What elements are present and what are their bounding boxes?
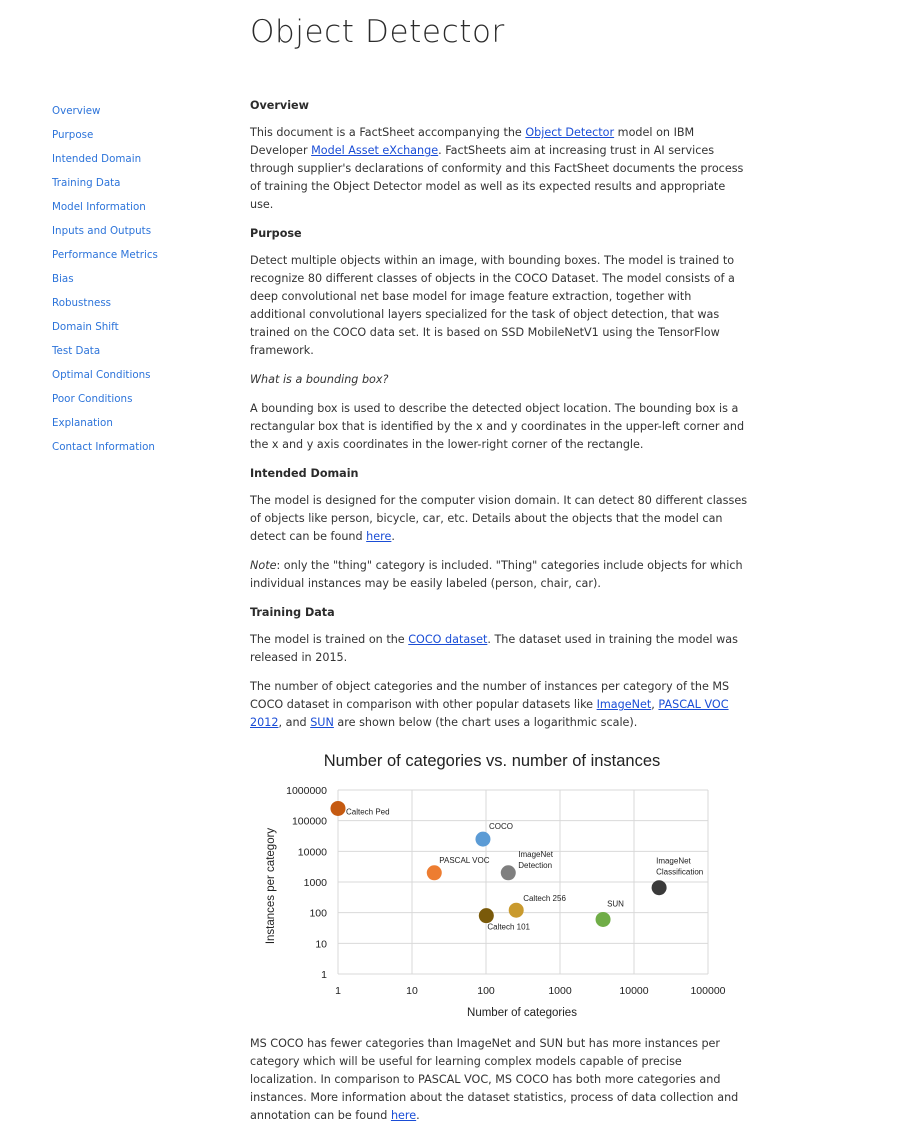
purpose-paragraph: Detect multiple objects within an image, with bounding boxes. The model is trained to recognize 80 different classes of objects in the COCO Dataset. The model consists of a deep convolutional net base model for image feature extraction, together with additional convolutional layers specialized for the task of object detection, that was trained on the COCO data set. It is based on SSD MobileNetV1 using the TensorFlow framework. (250, 254, 735, 357)
data-point-caltech-ped (331, 801, 346, 816)
coco-dataset-link[interactable]: COCO dataset (408, 633, 488, 646)
training-data-paragraph: The model is trained on the COCO dataset. The dataset used in training the model was released in 2015. (250, 633, 738, 664)
nav-link-performance-metrics[interactable]: Performance Metrics (52, 249, 158, 261)
data-point-pascal-voc (427, 865, 442, 880)
data-label-coco: COCO (488, 822, 513, 832)
dataset-statistics-link[interactable]: here (390, 1109, 417, 1122)
x-tick-label: 100 (477, 985, 495, 997)
x-tick-label: 1 (335, 985, 341, 997)
sun-link[interactable]: SUN (310, 716, 334, 729)
imagenet-link[interactable]: ImageNet (596, 698, 652, 711)
nav-link-training-data[interactable]: Training Data (52, 177, 121, 189)
nav-link-optimal-conditions[interactable]: Optimal Conditions (52, 369, 151, 381)
section-heading-intended-domain: Intended Domain (250, 467, 359, 480)
data-label-caltech-101: Caltech 101 (487, 922, 531, 932)
nav-link-test-data[interactable]: Test Data (52, 345, 101, 357)
chart-title: Number of categories vs. number of instances (323, 752, 661, 770)
section-heading-training-data: Training Data (250, 606, 335, 619)
nav-link-purpose[interactable]: Purpose (52, 129, 94, 141)
table-of-contents (52, 101, 158, 461)
page-title: Object Detector (250, 14, 505, 50)
object-classes-link[interactable]: here (366, 530, 392, 543)
nav-link-bias[interactable]: Bias (52, 273, 74, 285)
coco-summary-paragraph: MS COCO has fewer categories than ImageNet and SUN but has more instances per category which will be useful for learning complex models capable of precise localization. In comparison to PASCAL VOC, MS COCO has both more categories and instances. More information about the dataset statistics, process of data collection and annotation can be found here. (250, 1037, 739, 1122)
bounding-box-question: What is a bounding box? (250, 373, 389, 386)
nav-link-model-information[interactable]: Model Information (52, 201, 146, 213)
nav-link-inputs-outputs[interactable]: Inputs and Outputs (52, 225, 152, 237)
x-axis-label: Number of categories (467, 1007, 577, 1019)
categories-vs-instances-chart (250, 749, 748, 1021)
data-point-imagenet-classification (652, 880, 667, 895)
y-tick-label: 1000000 (286, 785, 327, 797)
data-point-coco (475, 832, 490, 847)
chart-container (250, 749, 748, 1021)
x-tick-label: 10000 (619, 985, 649, 997)
y-tick-label: 10000 (297, 846, 327, 859)
data-label-caltech-256: Caltech 256 (523, 894, 566, 904)
intended-domain-paragraph: The model is designed for the computer vision domain. It can detect 80 different classes of objects like person, bicycle, car, etc. Details about the objects that the model can detect can be found here. (250, 494, 748, 543)
y-tick-label: 100000 (291, 815, 327, 828)
nav-link-poor-conditions[interactable]: Poor Conditions (52, 393, 133, 405)
y-tick-label: 1 (321, 969, 327, 981)
model-asset-exchange-link[interactable]: Model Asset eXchange (311, 144, 439, 157)
nav-link-contact-information[interactable]: Contact Information (52, 441, 155, 453)
data-point-caltech-256 (509, 903, 524, 918)
object-detector-link[interactable]: Object Detector (525, 126, 615, 139)
data-point-sun (596, 912, 611, 927)
data-label-imagenet-classification: ImageNet Classification (656, 856, 704, 877)
data-label-imagenet-detection: ImageNet Detection (518, 849, 553, 870)
x-tick-label: 10 (406, 985, 418, 997)
pascal-voc-link[interactable]: PASCAL VOC 2012 (250, 698, 729, 729)
section-heading-overview: Overview (250, 99, 309, 112)
main-content (250, 97, 750, 1136)
overview-paragraph: This document is a FactSheet accompanying the Object Detector model on IBM Developer Model Asset eXchange. FactSheets aim at increasing trust in AI services through supplier's declarations of conformity and this FactSheet documents the process of training the Object Detector model as well as its expected results and appropriate use. (250, 126, 744, 211)
nav-link-explanation[interactable]: Explanation (52, 417, 113, 429)
y-tick-label: 100 (309, 907, 327, 920)
data-label-pascal-voc: PASCAL VOC (439, 855, 490, 865)
y-tick-label: 1000 (303, 877, 327, 889)
data-point-caltech-101 (479, 908, 494, 923)
data-point-imagenet-detection (501, 865, 516, 880)
nav-link-domain-shift[interactable]: Domain Shift (52, 321, 119, 333)
nav-link-overview[interactable]: Overview (52, 105, 101, 117)
bounding-box-paragraph: A bounding box is used to describe the detected object location. The bounding box is a rectangular box that is identified by the x and y coordinates in the upper-left corner and the x and y axis coordinates in the lower-right corner of the rectangle. (250, 402, 745, 451)
section-heading-purpose: Purpose (250, 227, 302, 240)
data-label-sun: SUN (607, 899, 624, 909)
x-tick-label: 100000 (690, 985, 726, 997)
dataset-comparison-paragraph: The number of object categories and the number of instances per category of the MS COCO dataset in comparison with other popular datasets like ImageNet, PASCAL VOC 2012, and SUN are shown below (the chart uses a logarithmic scale). (250, 680, 730, 729)
y-axis-label: Instances per category (265, 827, 277, 945)
nav-link-robustness[interactable]: Robustness (52, 297, 112, 309)
note-paragraph: Note: only the "thing" category is included. "Thing" categories include objects for which individual instances may be easily labeled (person, chair, car). (250, 559, 743, 590)
nav-link-intended-domain[interactable]: Intended Domain (52, 153, 142, 165)
y-tick-label: 10 (315, 938, 327, 951)
x-tick-label: 1000 (548, 985, 572, 997)
data-label-caltech-ped: Caltech Ped (346, 807, 390, 817)
